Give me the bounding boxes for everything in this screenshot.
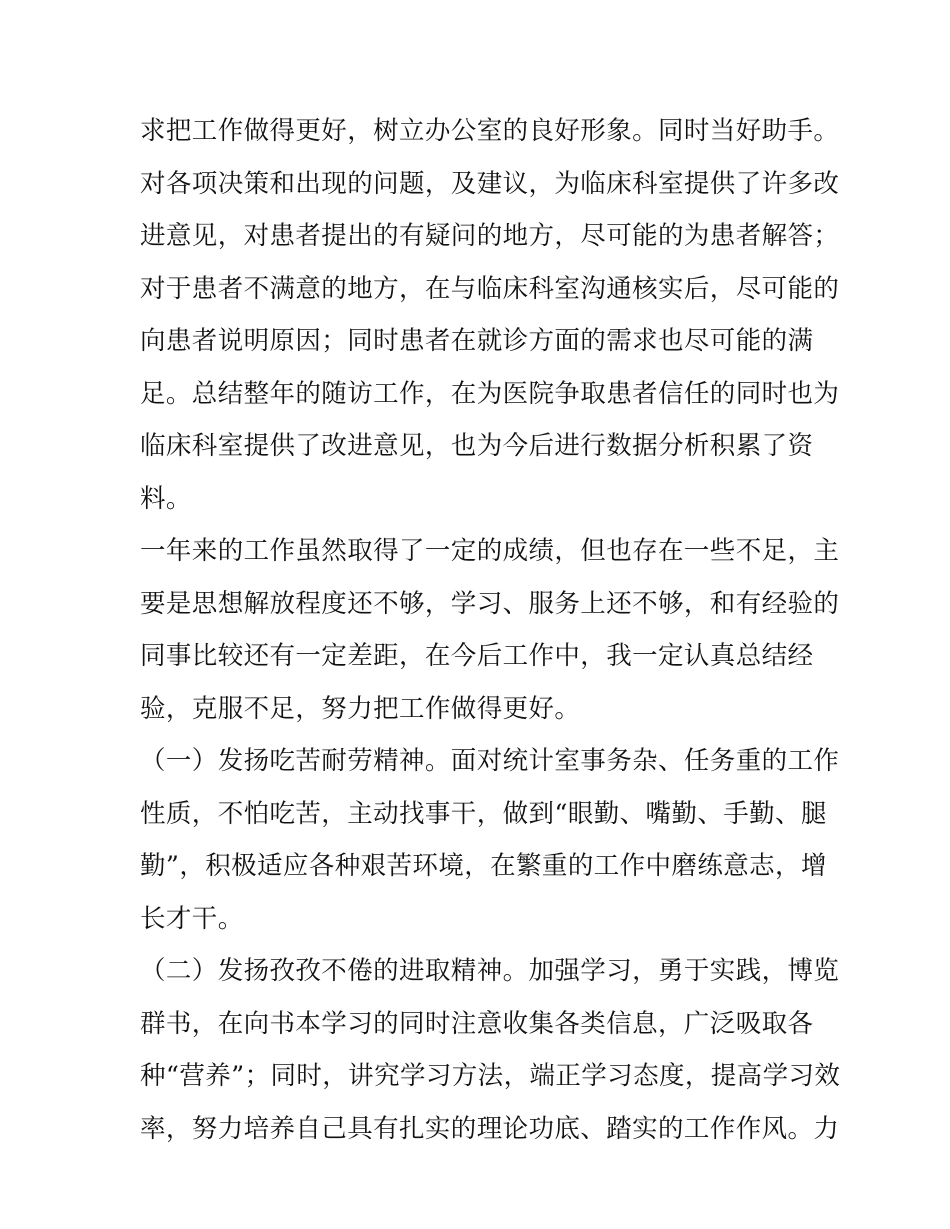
text-line: 长才干。: [140, 903, 244, 934]
document-body: [140, 105, 841, 1155]
text-line: 进意见，对患者提出的有疑问的地方，尽可能的为患者解答；: [140, 221, 840, 251]
text-line: 要是思想解放程度还不够，学习、服务上还不够，和有经验的: [140, 588, 840, 619]
text-line: 足。总结整年的随访工作，在为医院争取患者信任的同时也为: [140, 378, 840, 409]
text-line: 性质，不怕吃苦，主动找事干，做到“眼勤、嘴勤、手勤、腿: [140, 798, 827, 829]
text-line: 对于患者不满意的地方，在与临床科室沟通核实后，尽可能的: [140, 273, 840, 304]
text-line: 临床科室提供了改进意见，也为今后进行数据分析积累了资: [140, 431, 814, 461]
text-line: 同事比较还有一定差距，在今后工作中，我一定认真总结经: [140, 641, 814, 671]
text-line: 向患者说明原因；同时患者在就诊方面的需求也尽可能的满: [140, 326, 814, 356]
text-line: 种“营养”；同时，讲究学习方法，端正学习态度，提高学习效: [140, 1061, 841, 1091]
text-line: 一年来的工作虽然取得了一定的成绩，但也存在一些不足，主: [140, 536, 840, 566]
text-line: 群书，在向书本学习的同时注意收集各类信息，广泛吸取各: [140, 1008, 814, 1039]
text-line: 求把工作做得更好，树立办公室的良好形象。同时当好助手。: [140, 116, 840, 146]
text-line: （一）发扬吃苦耐劳精神。面对统计室事务杂、任务重的工作: [140, 746, 840, 776]
text-line: （二）发扬孜孜不倦的进取精神。加强学习，勇于实践，博览: [140, 956, 840, 986]
text-line: 勤”，积极适应各种艰苦环境，在繁重的工作中磨练意志，增: [140, 851, 827, 881]
text-line: 料。: [140, 483, 192, 514]
text-line: 验，克服不足，努力把工作做得更好。: [140, 693, 581, 724]
text-line: 对各项决策和出现的问题，及建议，为临床科室提供了许多改: [140, 168, 840, 199]
text-line: 率，努力培养自己具有扎实的理论功底、踏实的工作作风。力: [140, 1113, 840, 1144]
